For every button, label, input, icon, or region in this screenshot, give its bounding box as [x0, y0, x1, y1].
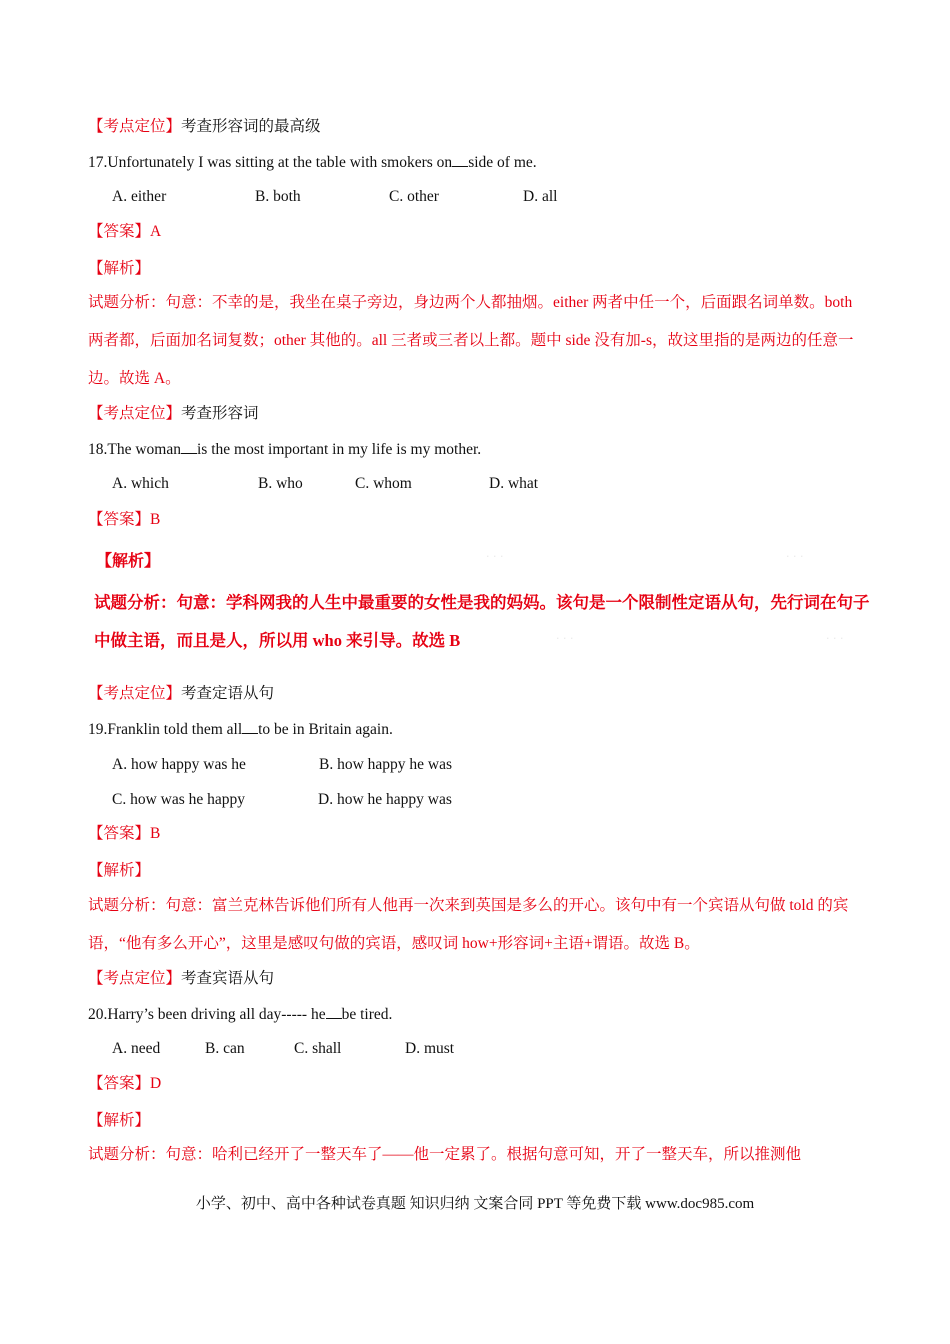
- point-text: 考查形容词的最高级: [181, 118, 321, 135]
- q18-answer: 【答案】B: [88, 511, 161, 528]
- point-tag: 【考点定位】: [88, 118, 182, 135]
- q19-analysis-label: 【解析】: [88, 862, 151, 879]
- answer-blank: [181, 439, 197, 454]
- point-tag: 【考点定位】: [88, 685, 182, 702]
- q17-point: [88, 404, 259, 424]
- option-c: C. whom: [355, 475, 412, 492]
- q20-options: [112, 1039, 454, 1059]
- q17-answer: 【答案】A: [88, 223, 162, 240]
- watermark: · · ·: [486, 550, 504, 563]
- option-c: C. other: [389, 188, 439, 205]
- point-text: 考查形容词: [181, 405, 259, 422]
- point-tag: 【考点定位】: [88, 405, 182, 422]
- q17-analysis-label: 【解析】: [88, 260, 151, 277]
- watermark: · · ·: [826, 632, 844, 645]
- option-d: D. all: [523, 188, 558, 205]
- q17-question: [88, 152, 537, 173]
- q19-options-row1: [112, 755, 452, 775]
- point-text: 考查定语从句: [181, 685, 275, 702]
- q19-question: [88, 719, 393, 740]
- q19-analysis: 试题分析：句意：富兰克林告诉他们所有人他再一次来到英国是多么的开心。该句中有一个宾语从句做 told 的宾语，“他有多么开心”，这里是感叹句做的宾语，感叹词 how+形容词+主语+谓语。故选 B。: [88, 897, 849, 952]
- question-text: 17.Unfortunately I was sitting at the table with smokers on: [88, 154, 453, 171]
- page-footer: 小学、初中、高中各种试卷真题 知识归纳 文案合同 PPT 等免费下载 www.doc985.com: [195, 1196, 755, 1212]
- q17-analysis: 试题分析：句意：不幸的是，我坐在桌子旁边，身边两个人都抽烟。either 两者中任一个，后面跟名词单数。both 两者都，后面加名词复数；other 其他的。all 三者或三者以上都。题中 side 没有加-s，故这里指的是两边的任意一边。故选 A。: [88, 294, 854, 387]
- option-c: C. how was he happy: [112, 791, 246, 808]
- option-b: B. how happy he was: [319, 756, 453, 773]
- watermark: · · ·: [786, 550, 804, 563]
- option-b: B. can: [205, 1040, 245, 1057]
- answer-blank: [326, 1004, 342, 1019]
- point-tag: 【考点定位】: [88, 970, 182, 987]
- option-b: B. both: [255, 188, 301, 205]
- option-d: D. how he happy was: [318, 791, 452, 808]
- q19-point: [88, 969, 274, 989]
- question-text: is the most important in my life is my mother.: [196, 441, 482, 458]
- answer-blank: [452, 152, 468, 167]
- q18-analysis-label: 【解析】: [96, 553, 161, 570]
- point-text: 考查宾语从句: [181, 970, 275, 987]
- q18-point: [88, 684, 274, 704]
- question-text: 19.Franklin told them all: [88, 721, 243, 738]
- q18-analysis: 试题分析：句意：学科网我的人生中最重要的女性是我的妈妈。该句是一个限制性定语从句，先行词在句子中做主语，而且是人，所以用 who 来引导。故选 B: [94, 593, 870, 650]
- q18-question: [88, 439, 481, 460]
- question-text: to be in Britain again.: [258, 721, 393, 738]
- question-text: 20.Harry’s been driving all day----- he: [88, 1006, 326, 1023]
- option-a: A. which: [112, 475, 169, 492]
- q20-answer: 【答案】D: [88, 1075, 162, 1092]
- q17-options: [112, 187, 557, 207]
- q20-analysis: 试题分析：句意：哈利已经开了一整天车了——他一定累了。根据句意可知，开了一整天车，所以推测他: [88, 1146, 802, 1163]
- answer-blank: [242, 719, 258, 734]
- question-text: 18.The woman: [88, 441, 181, 458]
- option-a: A. either: [112, 188, 167, 205]
- question-text: be tired.: [341, 1006, 393, 1023]
- option-b: B. who: [258, 475, 303, 492]
- q20-question: [88, 1004, 392, 1025]
- q16-point: [88, 117, 321, 137]
- question-text: side of me.: [468, 154, 537, 171]
- q19-answer: 【答案】B: [88, 825, 161, 842]
- q19-options-row2: [112, 790, 452, 810]
- q18-options: [112, 474, 538, 494]
- option-a: A. need: [112, 1040, 161, 1057]
- option-a: A. how happy was he: [112, 756, 246, 773]
- q20-analysis-label: 【解析】: [88, 1112, 151, 1129]
- q18-analysis-image: [86, 546, 886, 654]
- watermark: · · ·: [556, 632, 574, 645]
- option-d: D. must: [405, 1040, 455, 1057]
- option-c: C. shall: [294, 1040, 342, 1057]
- option-d: D. what: [489, 475, 539, 492]
